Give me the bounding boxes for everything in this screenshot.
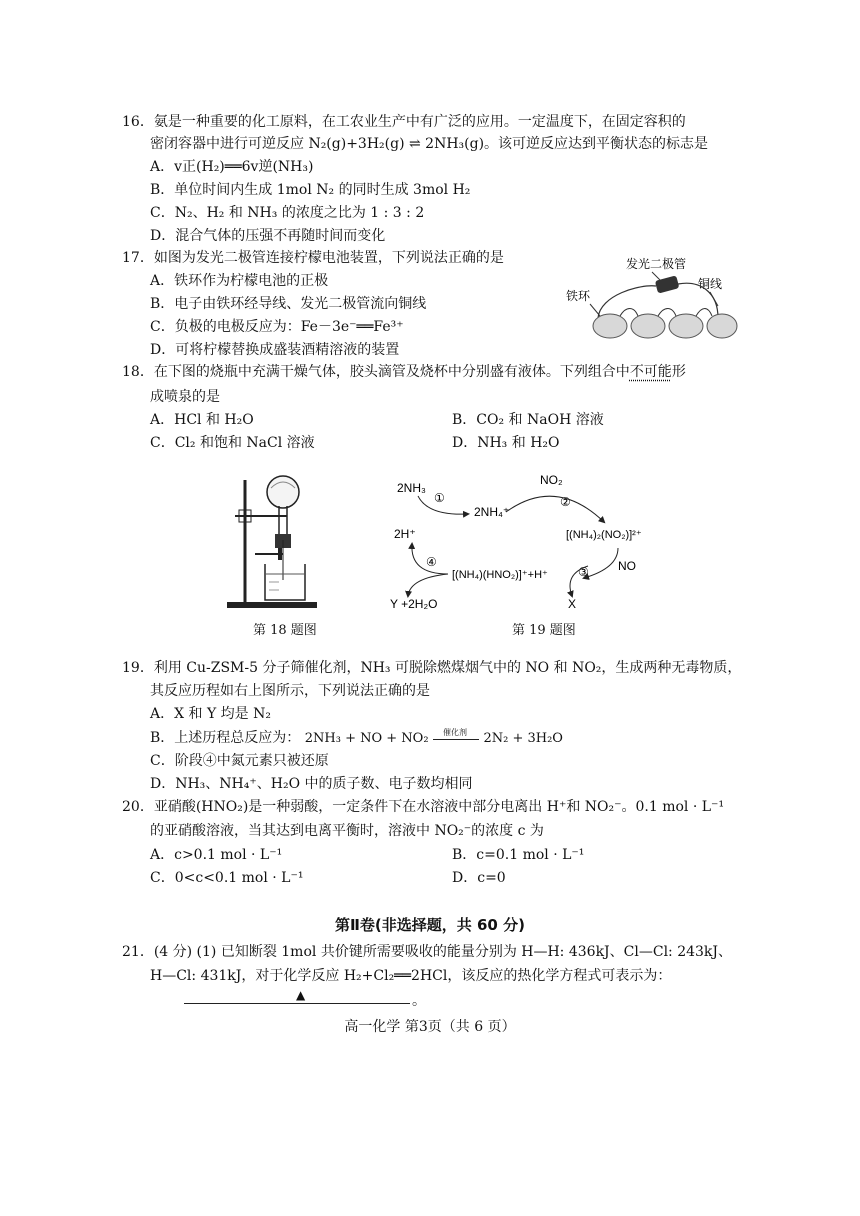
reaction-mechanism-figure — [388, 470, 648, 612]
step-3-arrow — [584, 548, 618, 578]
ammonium-label: 2NH₄⁺ — [474, 505, 510, 519]
q19-option-b-reactants: 2NH₃ + NO + NO₂ — [304, 731, 429, 746]
q18-stem-post: 形 — [671, 364, 686, 380]
q16-stem-line2: 密闭容器中进行可逆反应 N₂(g)+3H₂(g) ⇌ 2NH₃(g)。该可逆反应达到平衡状态的标志是 — [150, 136, 709, 152]
q20-stem-line1: 20．亚硝酸(HNO₂)是一种弱酸，一定条件下在水溶液中部分电离出 H⁺和 NO₂⁻。0.1 mol · L⁻¹ — [122, 799, 725, 815]
q19-stem-line1: 19．利用 Cu-ZSM-5 分子筛催化剂，NH₃ 可脱除燃煤烟气中的 NO 和 NO₂，生成两种无毒物质， — [122, 660, 742, 676]
q19-option-d: D．NH₃、NH₄⁺、H₂O 中的质子数、电子数均相同 — [150, 776, 473, 792]
answer-blank-marker: ▲ — [296, 988, 306, 1002]
q16-option-a: A．v正(H₂)══6v逆(NH₃) — [150, 159, 314, 175]
page-footer: 高一化学 第3页（共 6 页） — [344, 1019, 516, 1035]
q19-option-a: A．X 和 Y 均是 N₂ — [150, 706, 271, 722]
q19-option-c: C．阶段④中氮元素只被还原 — [150, 753, 329, 769]
figure-19-caption: 第 19 题图 — [512, 623, 576, 638]
product-x-label: X — [568, 597, 577, 611]
q18-option-a: A．HCl 和 H₂O — [150, 412, 254, 428]
q21-stem-line2: H—Cl: 431kJ，对于化学反应 H₂+Cl₂══2HCl，该反应的热化学方程式可表示为： — [150, 968, 672, 984]
fountain-apparatus-figure — [225, 470, 325, 612]
q17-option-d: D．可将柠檬替换成盛装酒精溶液的装置 — [150, 342, 400, 358]
product-y-arrow — [408, 574, 448, 596]
q20-stem-line2: 的亚硝酸溶液，当其达到电离平衡时，溶液中 NO₂⁻的浓度 c 为 — [150, 823, 544, 839]
step-4-label: ④ — [426, 555, 437, 569]
q19-option-b — [150, 728, 563, 749]
step-1-label: ① — [434, 491, 445, 505]
q21-answer-blank — [184, 1003, 410, 1004]
nitrogen-dioxide-label: NO₂ — [540, 473, 563, 487]
q18-stem-line2: 成喷泉的是 — [150, 389, 220, 405]
q20-option-a: A．c>0.1 mol · L⁻¹ — [150, 847, 283, 863]
q17-stem: 17．如图为发光二极管连接柠檬电池装置，下列说法正确的是 — [122, 250, 504, 266]
q19-stem-line2: 其反应历程如右上图所示，下列说法正确的是 — [150, 683, 430, 699]
step-2-label: ② — [560, 495, 571, 509]
lemon-battery-figure — [560, 250, 740, 348]
answer-blank-end: 。 — [412, 993, 426, 1009]
catalyst-label: 催化剂 — [443, 727, 467, 737]
q19-option-b-products: 2N₂ + 3H₂O — [483, 731, 563, 746]
q16-stem-line1: 16．氨是一种重要的化工原料，在工农业生产中有广泛的应用。一定温度下，在固定容积的 — [122, 114, 686, 130]
complex-1-label: [(NH₄)₂(NO₂)]²⁺ — [566, 529, 642, 541]
catalyst-arrow — [433, 727, 479, 740]
q17-option-b: B．电子由铁环经导线、发光二极管流向铜线 — [150, 296, 427, 312]
iron-ring-label: 铁环 — [566, 289, 591, 303]
q18-option-b: B．CO₂ 和 NaOH 溶液 — [452, 412, 604, 428]
q18-stem-emphasis: 不可能 — [629, 364, 672, 380]
step-2-arrow — [506, 496, 604, 522]
q16-option-b: B．单位时间内生成 1mol N₂ 的同时生成 3mol H₂ — [150, 182, 471, 198]
figure-18-caption: 第 18 题图 — [253, 623, 317, 638]
q17-option-a: A．铁环作为柠檬电池的正极 — [150, 273, 329, 289]
copper-wire-label: 铜线 — [698, 277, 723, 291]
product-y-label: Y +2H₂O — [390, 597, 438, 611]
q16-option-d: D．混合气体的压强不再随时间而变化 — [150, 228, 386, 244]
ammonia-label: 2NH₃ — [397, 481, 426, 495]
q18-stem-pre: 18．在下图的烧瓶中充满干燥气体，胶头滴管及烧杯中分别盛有液体。下列组合中 — [122, 364, 630, 380]
led-label: 发光二极管 — [626, 257, 687, 271]
step-3-label: ③ — [578, 565, 589, 579]
q20-option-d: D．c=0 — [452, 870, 506, 886]
q17-option-c: C．负极的电极反应为：Fe－3e⁻══Fe³⁺ — [150, 319, 404, 335]
q18-stem-line1 — [122, 362, 686, 382]
section-2-title: 第Ⅱ卷(非选择题，共 60 分) — [335, 916, 525, 934]
q18-option-c: C．Cl₂ 和饱和 NaCl 溶液 — [150, 435, 315, 451]
hydrogen-ion-label: 2H⁺ — [394, 527, 416, 541]
q20-option-c: C．0<c<0.1 mol · L⁻¹ — [150, 870, 304, 886]
complex-2-label: [(NH₄)(HNO₂)]⁺+H⁺ — [452, 569, 548, 581]
nitric-oxide-label: NO — [618, 559, 636, 573]
q16-option-c: C．N₂、H₂ 和 NH₃ 的浓度之比为 1 : 3 : 2 — [150, 205, 425, 221]
q19-option-b-prefix: B．上述历程总反应为： — [150, 730, 301, 746]
q21-stem-line1: 21．(4 分) (1) 已知断裂 1mol 共价键所需要吸收的能量分别为 H—H: 436kJ、Cl—Cl: 243kJ、 — [122, 944, 733, 960]
lemon-icons — [593, 309, 737, 339]
q20-option-b: B．c=0.1 mol · L⁻¹ — [452, 847, 585, 863]
q18-option-d: D．NH₃ 和 H₂O — [452, 435, 560, 451]
